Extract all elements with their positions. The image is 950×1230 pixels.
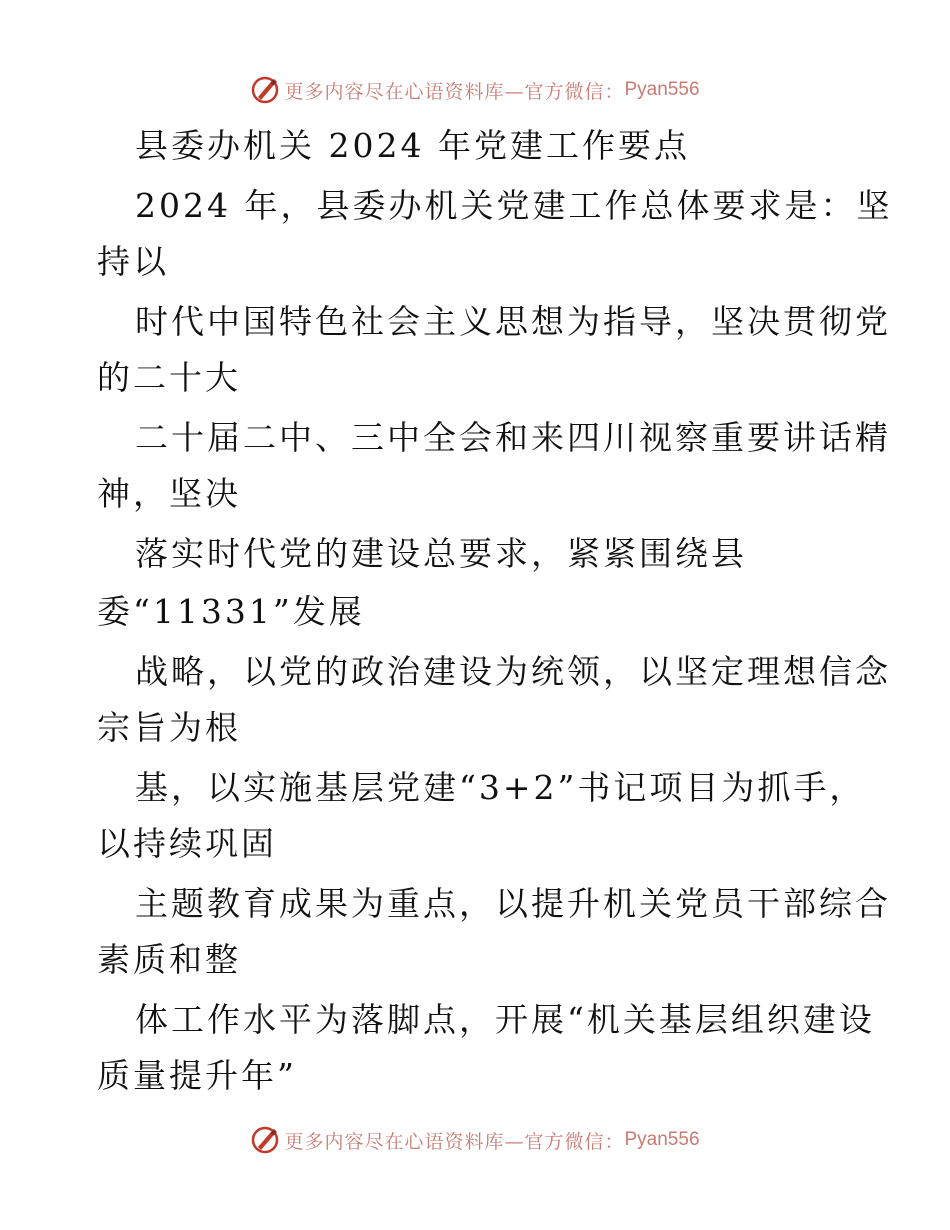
paragraph-line: 落实时代党的建设总要求，紧紧围绕县 <box>135 534 747 573</box>
footer-watermark <box>0 1120 950 1160</box>
pen-logo-icon <box>250 75 280 105</box>
paragraph-line: 宗旨为根 <box>97 708 241 747</box>
paragraph-line: 二十届二中、三中全会和来四川视察重要讲话精 <box>135 418 891 457</box>
paragraph-line: 持以 <box>97 242 169 281</box>
paragraph-line: 质量提升年” <box>97 1056 297 1095</box>
paragraph-line: 委“11331”发展 <box>97 592 365 631</box>
paragraph-line: 时代中国特色社会主义思想为指导，坚决贯彻党 <box>135 302 891 341</box>
paragraph-line: 的二十大 <box>97 358 241 397</box>
watermark-text: 更多内容尽在心语资料库—官方微信： <box>284 1130 625 1153</box>
watermark-wechat-id: Pyan556 <box>624 1129 700 1150</box>
paragraph-line: 2024 年，县委办机关党建工作总体要求是：坚 <box>135 186 893 225</box>
watermark-wechat-id: Pyan556 <box>624 79 700 100</box>
pen-logo-icon <box>250 1125 280 1155</box>
paragraph-line: 基，以实施基层党建“3+2”书记项目为抓手， <box>135 768 866 807</box>
paragraph-line: 素质和整 <box>97 940 241 979</box>
watermark-text: 更多内容尽在心语资料库—官方微信： <box>284 80 625 103</box>
paragraph-line: 主题教育成果为重点，以提升机关党员干部综合 <box>135 884 891 923</box>
paragraph-line: 神，坚决 <box>97 474 241 513</box>
paragraph-line: 战略，以党的政治建设为统领，以坚定理想信念 <box>135 652 891 691</box>
document-title: 县委办机关 2024 年党建工作要点 <box>135 126 690 165</box>
header-watermark <box>0 70 950 110</box>
paragraph-line: 以持续巩固 <box>97 824 277 863</box>
paragraph-line: 体工作水平为落脚点，开展“机关基层组织建设 <box>135 1000 875 1039</box>
